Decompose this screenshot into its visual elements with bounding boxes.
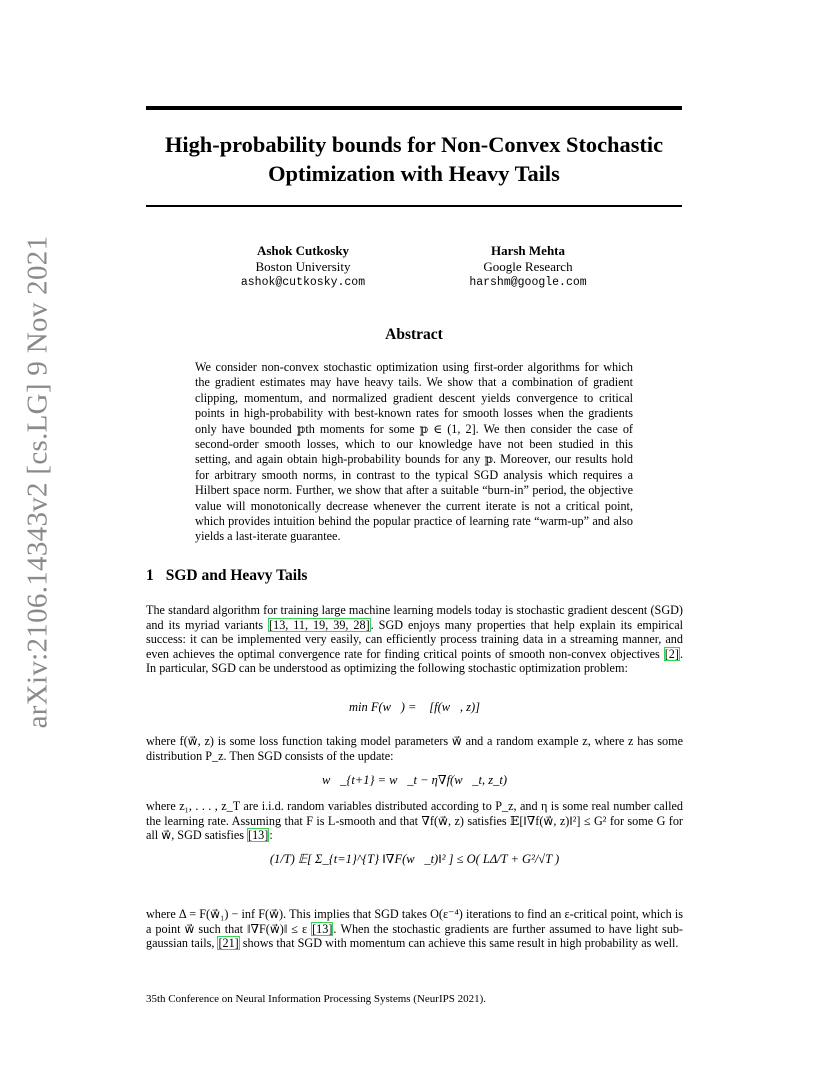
paragraph-text: . SGD enjoys many properties that help explain its empirical success: it can be implemented very easily, can efficiently process training data in a streaming manner, and even achieves the optimal convergence rate for finding critical points of smooth non-convex objectives: [146, 617, 683, 661]
paragraph: where f(w⃗, z) is some loss function taking model parameters w⃗ and a random example z, where z has some distribution P_z. Then SGD consists of the update:: [146, 734, 683, 763]
section-title: SGD and Heavy Tails: [165, 567, 308, 584]
paragraph: [146, 603, 683, 676]
citation-link[interactable]: [2]: [664, 646, 679, 661]
conference-footnote: 35th Conference on Neural Information Processing Systems (NeurIPS 2021).: [146, 993, 487, 1005]
author-block: [193, 243, 413, 291]
citation-link[interactable]: [13]: [312, 921, 333, 936]
author-name: Harsh Mehta: [490, 243, 566, 258]
paragraph-text: The standard algorithm for training large machine learning models today is stochastic gradient descent (SGD) and its myriad variants: [146, 603, 683, 632]
section-number: 1: [146, 567, 154, 584]
citation-link[interactable]: [21]: [218, 936, 239, 951]
paragraph-text: where Δ = F(w⃗₁) − inf F(w⃗). This implies that SGD takes O(ε⁻⁴) iterations to find an ε-critical point, which is a point w⃗ such that ‖∇F(w⃗)‖ ≤ ε: [146, 907, 683, 936]
paragraph-text: . When the stochastic gradients are further assumed to have light sub-gaussian tails,: [146, 921, 683, 951]
abstract-text: We consider non-convex stochastic optimization using first-order algorithms for which the gradient estimates may have heavy tails. We show that a combination of gradient clipping, momentum, and normalized gradient descent yields convergence to critical points in high-probability with best-known rates for smooth losses when the gradients only have bounded 𝕡th moments for some 𝕡 ∈ (1, 2]. We then consider the case of second-order smooth losses, which to our knowledge have not been studied in this setting, and again obtain high-probability bounds for any 𝕡. Moreover, our results hold for arbitrary smooth norms, in contrast to the typical SGD analysis which requires a Hilbert space norm. Further, we show that after a suitable “burn-in” period, the objective value will monotonically decrease whenever the current iterate is not a critical point, which provides intuition behind the popular practice of learning rate “warm-up” and also yields a last-iterate guarantee.: [195, 360, 633, 544]
equation: w⃗_{t+1} = w⃗_t − η∇f(w⃗_t, z_t): [322, 773, 507, 787]
author-email[interactable]: harshm@google.com: [469, 276, 587, 289]
equation: min F(w⃗) = 𝔼[f(w⃗, z)]: [348, 700, 480, 714]
paragraph-text: shows that SGD with momentum can achieve this same result in high probability as well.: [239, 936, 679, 951]
title-top-rule: [146, 106, 682, 110]
paragraph-text: where z₁, . . . , z_T are i.i.d. random variables distributed according to P_z, and η is some real number called the learning rate. Assuming that F is L-smooth and that ∇f(w⃗, z) satisfies 𝔼[‖∇f(w⃗, z)‖²] ≤ G² for some G for all w⃗, SGD satisfies: [146, 799, 683, 843]
author-affiliation: Google Research: [483, 259, 573, 274]
equation: (1/T) 𝔼[ Σ_{t=1}^{T} ‖∇F(w⃗_t)‖² ] ≤ O( LΔ/T + G²/√T ): [269, 852, 560, 866]
section-heading: [146, 567, 307, 585]
paper-title: High-probability bounds for Non-Convex Stochastic Optimization with Heavy Tails: [164, 132, 664, 186]
author-block: [418, 243, 638, 291]
paragraph-text: . In particular, SGD can be understood as optimizing the following stochastic optimization problem:: [146, 646, 683, 676]
citation-link[interactable]: [13, 11, 19, 39, 28]: [269, 617, 370, 632]
paragraph: [146, 799, 683, 843]
abstract-heading: Abstract: [385, 326, 443, 343]
author-affiliation: Boston University: [255, 259, 351, 274]
title-bottom-rule: [146, 205, 682, 207]
paragraph: [146, 907, 683, 951]
paragraph-text: :: [269, 828, 273, 843]
arxiv-identifier: arXiv:2106.14343v2 [cs.LG] 9 Nov 2021: [21, 235, 54, 729]
author-name: Ashok Cutkosky: [256, 243, 350, 258]
citation-link[interactable]: [13]: [248, 828, 269, 843]
author-email[interactable]: ashok@cutkosky.com: [240, 276, 366, 289]
